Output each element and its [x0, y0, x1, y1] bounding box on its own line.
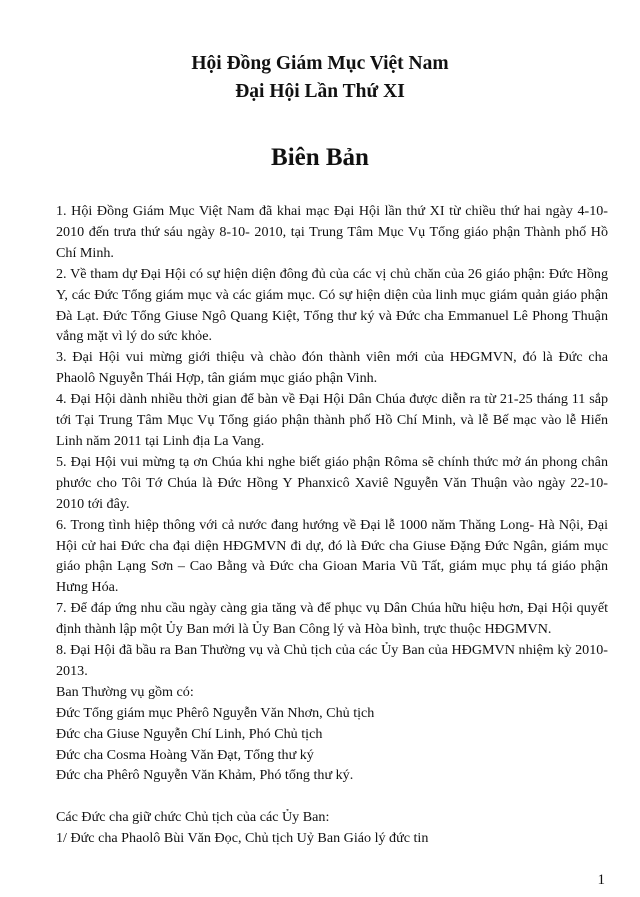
assembly-name: Đại Hội Lần Thứ XI — [235, 81, 405, 102]
paragraph-item-7: 7. Để đáp ứng nhu cầu ngày càng gia tăng và để phục vụ Dân Chúa hữu hiệu hơn, Đại Hội quyết định thành lập một Ủy Ban mới là Ủy Ban Công lý và Hòa bình, trực thuộc HĐGMVN. — [56, 600, 608, 638]
paragraph-spacer — [56, 786, 608, 807]
paragraph-item-3: 3. Đại Hội vui mừng giới thiệu và chào đón thành viên mới của HĐGMVN, đó là Đức cha Phaolô Nguyễn Thái Hợp, tân giám mục giáo phận Vinh. — [56, 349, 608, 387]
committee-member: Đức cha Phêrô Nguyễn Văn Khảm, Phó tổng thư ký. — [56, 767, 354, 784]
commission-entry: 1/ Đức cha Phaolô Bùi Văn Đọc, Chủ tịch Uỷ Ban Giáo lý đức tin — [56, 830, 429, 847]
standing-committee-heading: Ban Thường vụ gồm có: — [56, 683, 194, 700]
committee-member: Đức Tổng giám mục Phêrô Nguyễn Văn Nhơn, Chủ tịch — [56, 704, 375, 721]
paragraph-item-4: 4. Đại Hội dành nhiều thời gian để bàn về Đại Hội Dân Chúa được diễn ra từ 21-25 tháng 11 sắp tới Tại Trung Tâm Mục Vụ Tổng giáo phận thành phố Hồ Chí Minh, và lễ Bế mạc vào lễ Hiển Linh năm 2011 tại Linh địa La Vang. — [56, 391, 608, 449]
paragraph-item-2: 2. Về tham dự Đại Hội có sự hiện diện đông đủ của các vị chủ chăn của 26 giáo phận: Đức Hồng Y, các Đức Tổng giám mục và các giám mục. Có sự hiện diện của linh mục giám quản giáo phận Đà Lạt. Đức Tổng Giuse Ngô Quang Kiệt, Tổng thư ký và Đức cha Emmanuel Lê Phong Thuận vắng mặt vì lý do sức khỏe. — [56, 265, 608, 345]
document-header — [0, 50, 640, 106]
organization-name: Hội Đồng Giám Mục Việt Nam — [191, 53, 449, 74]
paragraph-item-8: 8. Đại Hội đã bầu ra Ban Thường vụ và Chủ tịch của các Ủy Ban của HĐGMVN nhiệm kỳ 2010-2013. — [56, 642, 608, 679]
paragraph-item-1: 1. Hội Đồng Giám Mục Việt Nam đã khai mạc Đại Hội lần thứ XI từ chiều thứ hai ngày 4-10-2010 đến trưa thứ sáu ngày 8-10- 2010, tại Trung Tâm Mục Vụ Tổng giáo phận Thành phố Hồ Chí Minh. — [56, 203, 608, 261]
commissions-heading: Các Đức cha giữ chức Chủ tịch của các Ủy Ban: — [56, 809, 330, 826]
document-body — [56, 201, 608, 849]
paragraph-item-5: 5. Đại Hội vui mừng tạ ơn Chúa khi nghe biết giáo phận Rôma sẽ chính thức mở án phong chân phước cho Tôi Tớ Chúa là Đức Hồng Y Phanxicô Xaviê Nguyễn Văn Thuận vào ngày 22-10-2010 tới đây. — [56, 453, 608, 512]
document-title: Biên Bản — [271, 144, 369, 171]
committee-member: Đức cha Giuse Nguyễn Chí Linh, Phó Chủ tịch — [56, 725, 323, 742]
committee-member: Đức cha Cosma Hoàng Văn Đạt, Tổng thư ký — [56, 746, 314, 763]
page-number: 1 — [597, 872, 605, 888]
paragraph-item-6: 6. Trong tình hiệp thông với cả nước đang hướng về Đại lễ 1000 năm Thăng Long- Hà Nội, Đại Hội cử hai Đức cha đại diện HĐGMVN đi dự, đó là Đức cha Giuse Đặng Đức Ngân, giám mục giáo phận Lạng Sơn – Cao Bằng và Đức cha Gioan Maria Vũ Tất, giám mục phụ tá giáo phận Hưng Hóa. — [56, 516, 608, 596]
